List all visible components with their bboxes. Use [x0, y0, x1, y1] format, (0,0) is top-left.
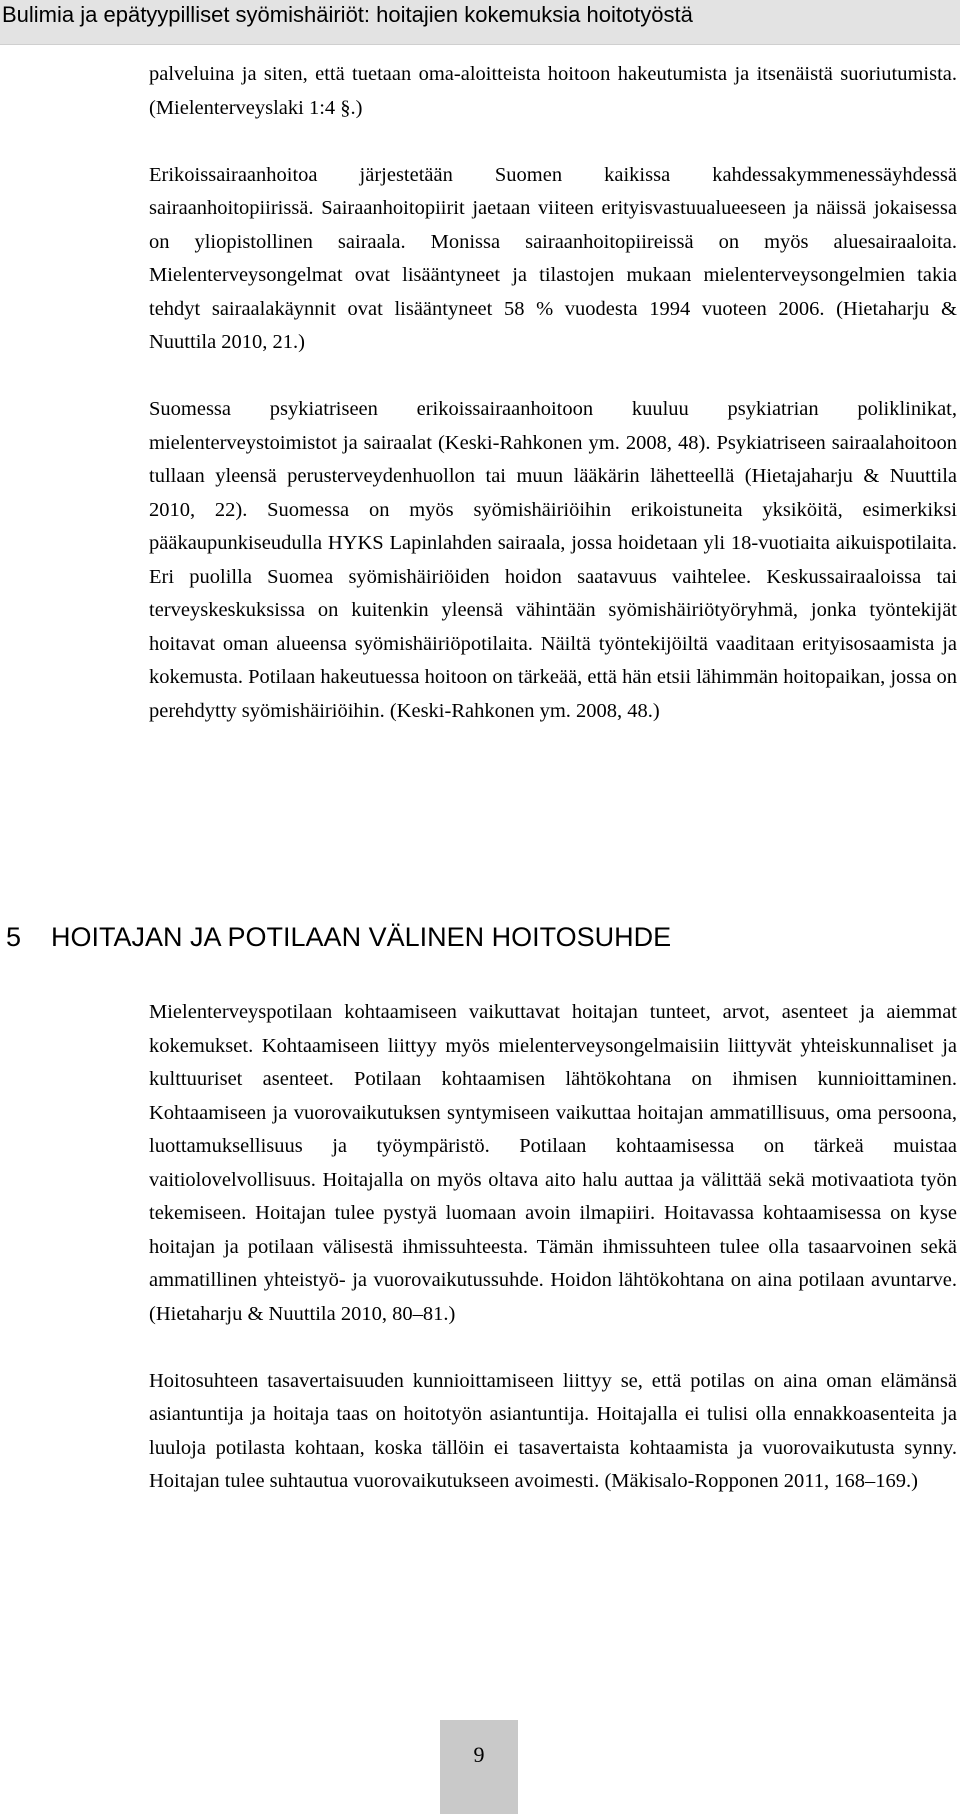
running-header-title: Bulimia ja epätyypilliset syömishäiriöt: hoitajien kokemuksia hoitotyöstä [2, 2, 693, 27]
page-number: 9 [473, 1742, 485, 1767]
running-header [0, 0, 960, 45]
chapter-number: 5 [6, 922, 22, 952]
paragraph: Mielenterveyspotilaan kohtaamiseen vaikuttavat hoitajan tunteet, arvot, asenteet ja aiemmat kokemukset. Kohtaamiseen liittyy myös mielenterveysongelmaisiin liittyvät yhteiskunnaliset ja kulttuuriset asenteet. Potilaan kohtaamisen lähtökohtana on ihmisen kunnioittaminen. Kohtaamiseen ja vuorovaikutuksen syntymiseen vaikuttaa hoitajan ammatillisuus, oma persoona, luottamuksellisuus ja työympäristö. Potilaan kohtaamisessa on tärkeä muistaa vaitiolovelvollisuus. Hoitajalla on myös oltava aito halu auttaa ja välittää sekä motivaatiota työn tekemiseen. Hoitajan tulee pystyä luomaan avoin ilmapiiri. Hoitavassa kohtaamisessa on kyse hoitajan ja potilaan välisestä ihmissuhteesta. Tämän ihmissuhteen tulee olla tasaarvoinen sekä ammatillinen yhteistyö- ja vuorovaikutussuhde. Hoidon lähtökohtana on aina potilaan avuntarve. (Hietaharju & Nuuttila 2010, 80–81.) [149, 1001, 957, 1325]
paragraph: Erikoissairaanhoitoa järjestetään Suomen kaikissa kahdessakymmenessäyhdessä sairaanhoitopiirissä. Sairaanhoitopiirit jaetaan viiteen erityisvastuualueeseen ja näissä jokaisessa on yliopistollinen sairaala. Monissa sairaanhoitopiireissä on myös aluesairaaloita. Mielenterveysongelmat ovat lisääntyneet ja tilastojen mukaan mielenterveysongelmien takia tehdyt sairaalakäynnit ovat lisääntyneet 58 % vuodesta 1994 vuoteen 2006. (Hietaharju & Nuuttila 2010, 21.) [149, 163, 957, 353]
chapter-title: HOITAJAN JA POTILAAN VÄLINEN HOITOSUHDE [51, 922, 672, 952]
paragraph: Suomessa psykiatriseen erikoissairaanhoitoon kuuluu psykiatrian poliklinikat, mielenterveystoimistot ja sairaalat (Keski-Rahkonen ym. 2008, 48). Psykiatriseen sairaalahoitoon tullaan yleensä perusterveydenhuollon tai muun lääkärin lähetteellä (Hietajaharju & Nuuttila 2010, 22). Suomessa on myös syömishäiriöihin erikoistuneita yksiköitä, esimerkiksi pääkaupunkiseudulla HYKS Lapinlahden sairaala, jossa hoidetaan yli 18-vuotiaita aikuispotilaita. Eri puolilla Suomea syömishäiriöiden hoidon saatavuus vaihtelee. Keskussairaaloissa tai terveyskeskuksissa on kuitenkin yleensä vähintään syömishäiriötyöryhmä, jonka työntekijät hoitavat oman alueensa syömishäiriöpotilaita. Näiltä työntekijöiltä vaaditaan erityisosaamista ja kokemusta. Potilaan hakeutuessa hoitoon on tärkeää, että hän etsii lähimmän hoitopaikan, jossa on perehdytty syömishäiriöihin. (Keski-Rahkonen ym. 2008, 48.) [149, 398, 957, 722]
paragraph: Hoitosuhteen tasavertaisuuden kunnioittamiseen liittyy se, että potilas on aina oman elämänsä asiantuntija ja hoitaja taas on hoitotyön asiantuntija. Hoitajalla ei tulisi olla ennakkoasenteita ja luuloja potilasta kohtaan, koska tällöin ei tasavertaista kohtaamista ja vuorovaikutusta synny. Hoitajan tulee suhtautua vuorovaikutukseen avoimesti. (Mäkisalo-Ropponen 2011, 168–169.) [149, 1369, 957, 1492]
body-text-bottom [149, 996, 957, 1499]
paragraph: palveluina ja siten, että tuetaan oma-aloitteista hoitoon hakeutumista ja itsenäistä suoriutumista. (Mielenterveyslaki 1:4 §.) [149, 63, 957, 119]
chapter-heading [6, 919, 956, 955]
body-text-top [149, 58, 957, 728]
page-number-box [440, 1720, 518, 1814]
